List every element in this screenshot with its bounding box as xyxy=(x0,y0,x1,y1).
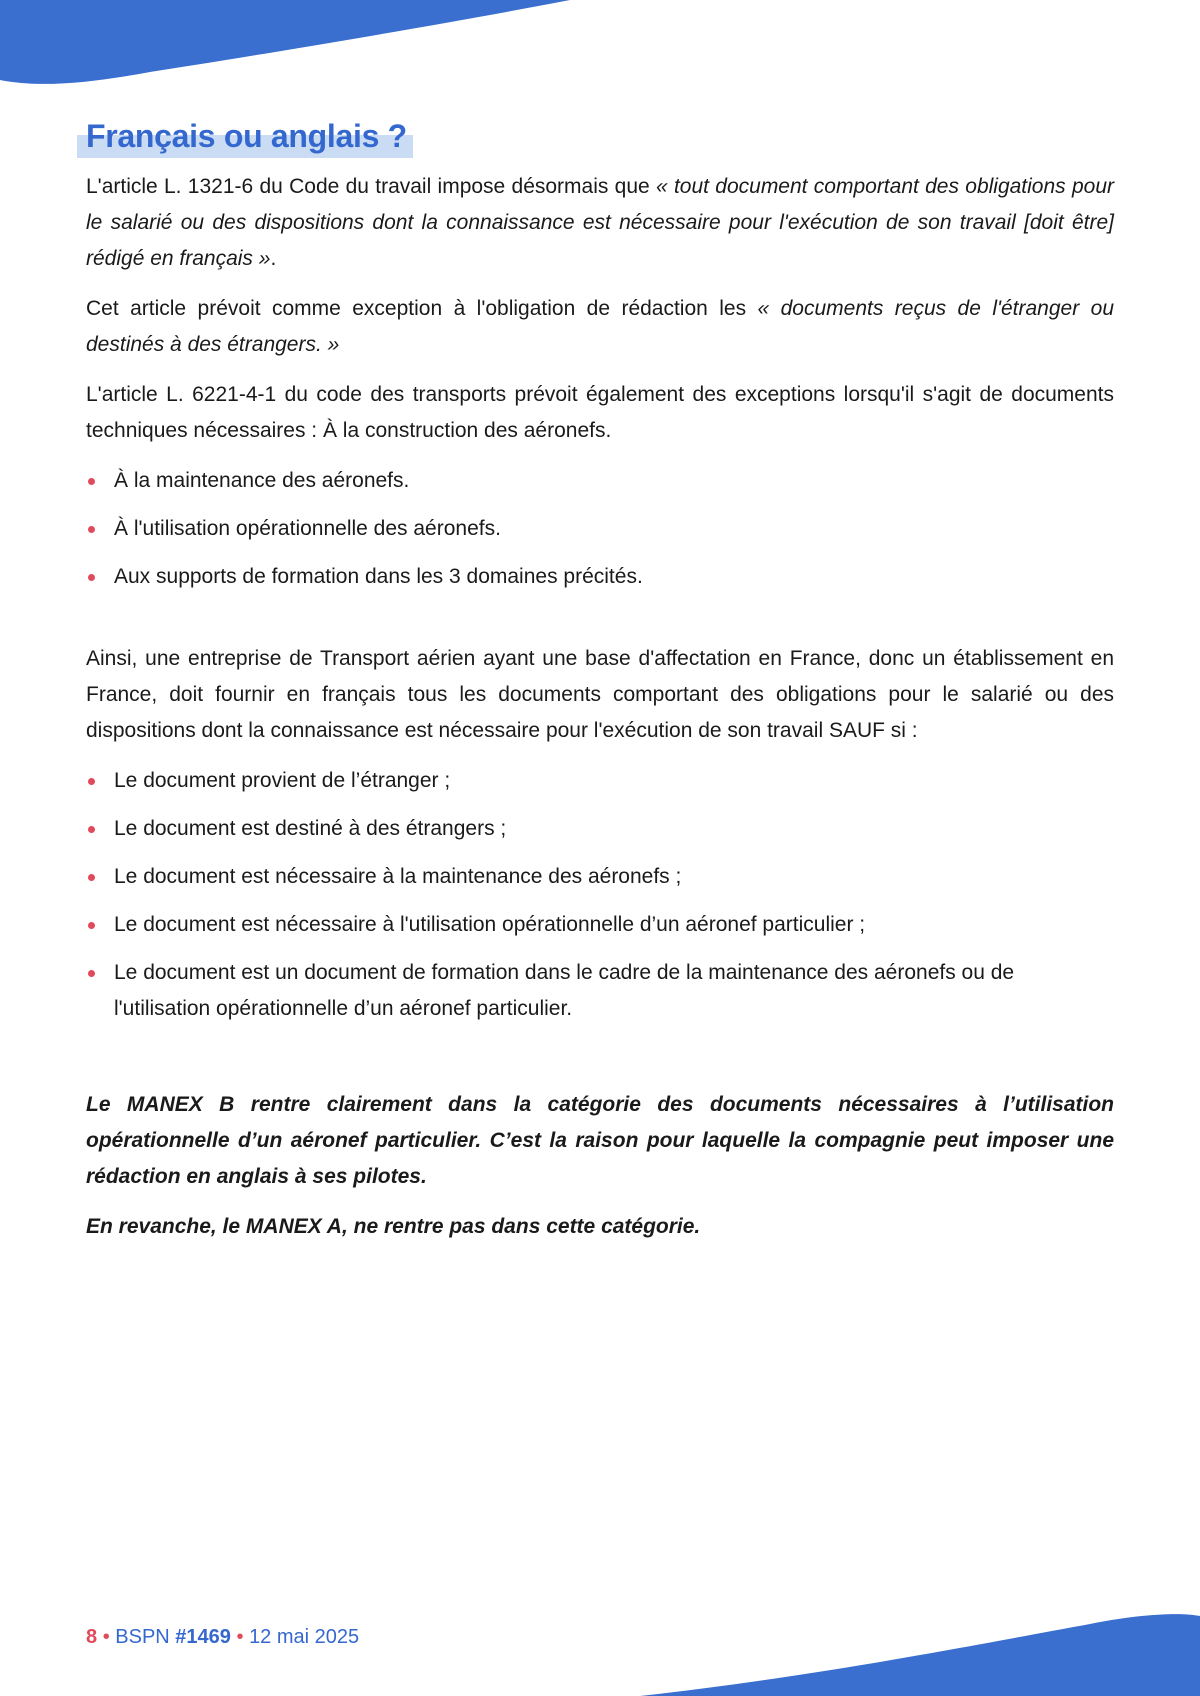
bullet-list-technical xyxy=(86,463,1114,595)
footer-separator: • xyxy=(236,1626,244,1648)
bottom-wave-decoration xyxy=(0,1606,1200,1696)
section-heading xyxy=(86,118,407,155)
list-item: Le document est un document de formation dans le cadre de la maintenance des aéronefs ou de l'utilisation opérationnelle d’un aéronef particulier. xyxy=(86,955,1114,1027)
quote-text: « tout document comportant des obligations pour le salarié ou des dispositions dont la connaissance est nécessaire pour l'exécution de son travail [doit être] rédigé en français » xyxy=(86,175,1114,270)
publication-name: BSPN xyxy=(115,1626,170,1648)
paragraph-code-travail xyxy=(86,169,1114,277)
footer-separator: • xyxy=(102,1626,110,1648)
list-item: À la maintenance des aéronefs. xyxy=(86,463,1114,499)
issue-number: #1469 xyxy=(175,1626,231,1648)
top-wave-decoration xyxy=(0,0,1200,100)
publication-date: 12 mai 2025 xyxy=(249,1626,360,1648)
conclusion-manex-b: Le MANEX B rentre clairement dans la catégorie des documents nécessaires à l’utilisation opérationnelle d’un aéronef particulier. C’est la raison pour laquelle la compagnie peut imposer une rédaction en anglais à ses pilotes. xyxy=(86,1093,1114,1188)
list-item: Le document est nécessaire à l'utilisation opérationnelle d’un aéronef particulier ; xyxy=(86,907,1114,943)
paragraph-exception xyxy=(86,291,1114,363)
list-item: Aux supports de formation dans les 3 domaines précités. xyxy=(86,559,1114,595)
paragraph-text: Cet article prévoit comme exception à l'obligation de rédaction les xyxy=(86,297,758,320)
list-item: Le document est nécessaire à la maintenance des aéronefs ; xyxy=(86,859,1114,895)
paragraph-code-transports: L'article L. 6221-4-1 du code des transports prévoit également des exceptions lorsqu'il s'agit de documents techniques nécessaires : À la construction des aéronefs. xyxy=(86,383,1114,442)
quote-text: « documents reçus de l'étranger ou destinés à des étrangers. » xyxy=(86,297,1114,356)
list-item: Le document est destiné à des étrangers ; xyxy=(86,811,1114,847)
heading-text: Français ou anglais ? xyxy=(86,118,407,154)
list-item: À l'utilisation opérationnelle des aéronefs. xyxy=(86,511,1114,547)
article-body xyxy=(86,118,1114,1259)
paragraph-ainsi: Ainsi, une entreprise de Transport aérien ayant une base d'affectation en France, donc un établissement en France, doit fournir en français tous les documents comportant des obligations pour le salarié ou des dispositions dont la connaissance est nécessaire pour l'exécution de son travail SAUF si : xyxy=(86,647,1114,742)
list-item: Le document provient de l’étranger ; xyxy=(86,763,1114,799)
conclusion-manex-a: En revanche, le MANEX A, ne rentre pas dans cette catégorie. xyxy=(86,1215,701,1238)
paragraph-text: L'article L. 1321-6 du Code du travail impose désormais que xyxy=(86,175,656,198)
paragraph-end: . xyxy=(270,247,277,270)
page-number: 8 xyxy=(86,1626,98,1648)
bullet-list-exceptions xyxy=(86,763,1114,1027)
